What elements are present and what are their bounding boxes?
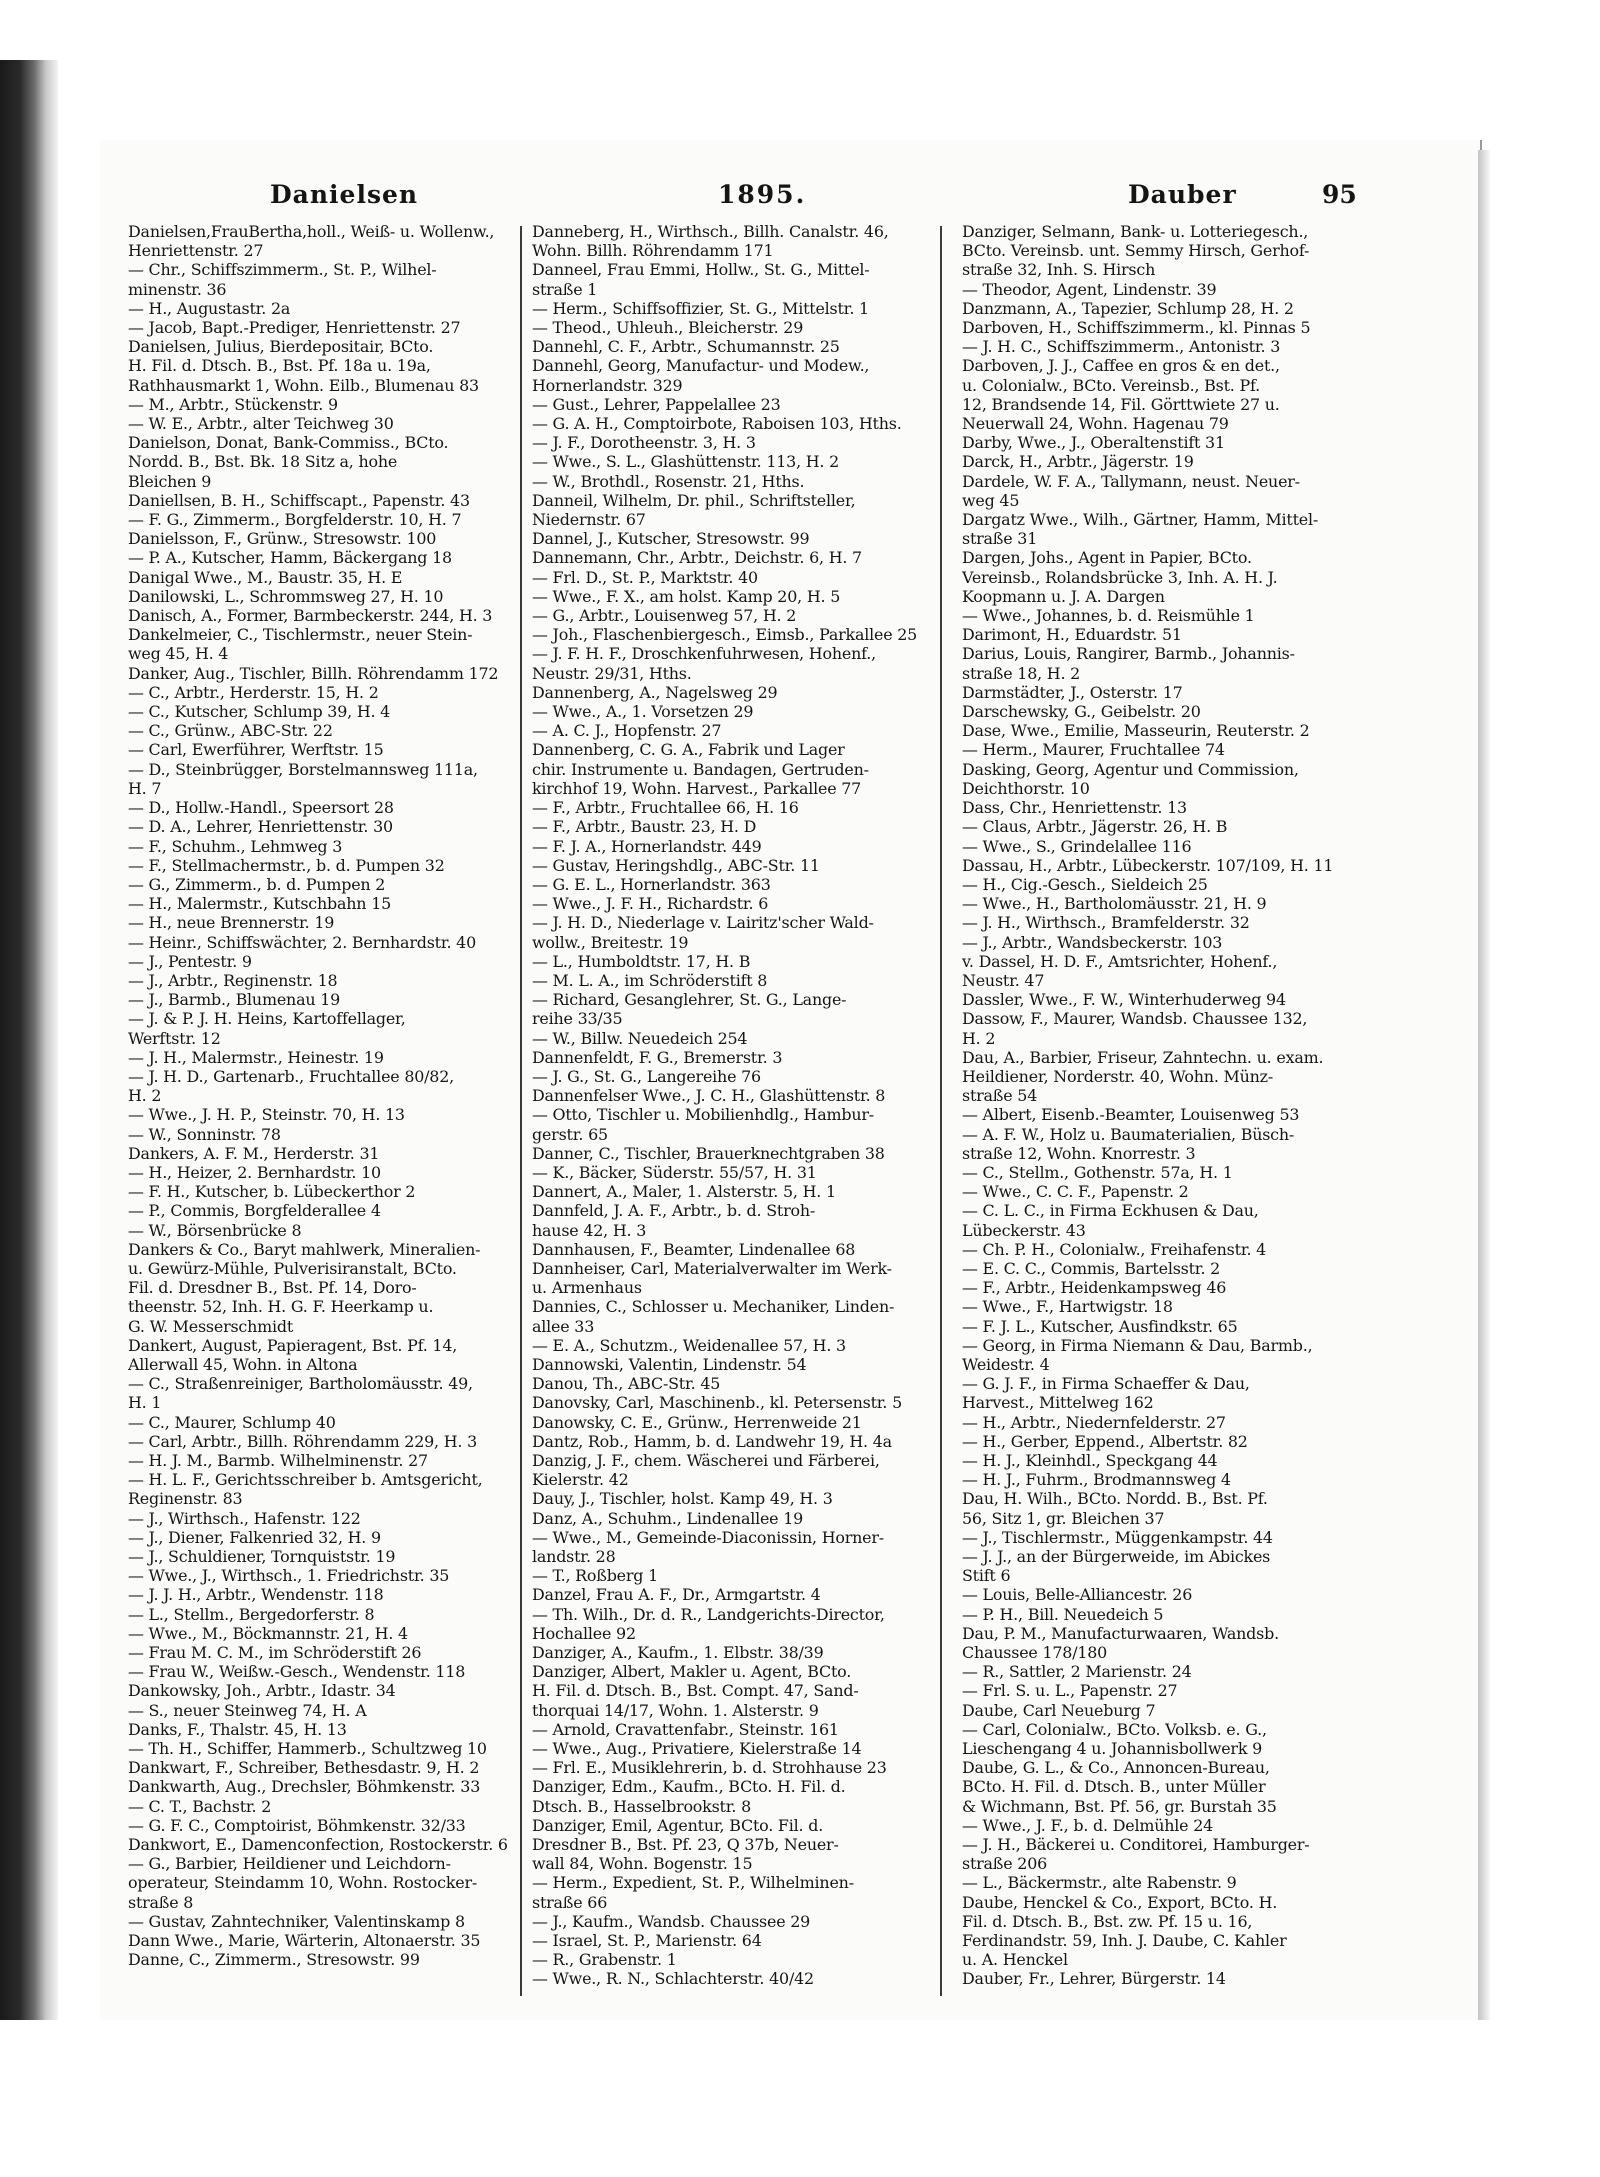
directory-entry-line: Dauber, Fr., Lehrer, Bürgerstr. 14: [962, 1969, 1226, 1989]
directory-entry-line: Dassau, H., Arbtr., Lübeckerstr. 107/109, H. 11: [962, 855, 1334, 875]
directory-entry-line: wollw., Breitestr. 19: [532, 932, 689, 952]
directory-entry-line: Darboven, J. J., Caffee en gros & en det.,: [962, 356, 1280, 376]
directory-entry-line: H. 2: [962, 1028, 996, 1048]
directory-entry-line: Allerwall 45, Wohn. in Altona: [128, 1354, 358, 1374]
directory-entry-line: Dannert, A., Maler, 1. Alsterstr. 5, H. 1: [532, 1182, 836, 1202]
directory-entry-line: — C. L. C., in Firma Eckhusen & Dau,: [962, 1201, 1259, 1221]
directory-entry-line: chir. Instrumente u. Bandagen, Gertruden-: [532, 759, 869, 779]
directory-entry-line: Danneil, Wilhelm, Dr. phil., Schriftsteller,: [532, 490, 856, 510]
directory-entry-line: Dau, P. M., Manufacturwaaren, Wandsb.: [962, 1623, 1279, 1643]
directory-entry-line: theenstr. 52, Inh. H. G. F. Heerkamp u.: [128, 1297, 434, 1317]
directory-entry-line: — H., neue Brennerstr. 19: [128, 913, 335, 933]
directory-entry-line: — J. J. H., Arbtr., Wendenstr. 118: [128, 1585, 384, 1605]
directory-entry-line: Dargatz Wwe., Wilh., Gärtner, Hamm, Mittel-: [962, 510, 1319, 530]
directory-entry-line: — Frl. D., St. P., Marktstr. 40: [532, 567, 758, 587]
directory-entry-line: — J. H., Malermstr., Heinestr. 19: [128, 1047, 384, 1067]
directory-entry-line: landstr. 28: [532, 1547, 616, 1567]
directory-entry-line: — Carl, Arbtr., Billh. Röhrendamm 229, H. 3: [128, 1431, 477, 1451]
book-binding: [0, 60, 58, 2020]
directory-entry-line: — E. A., Schutzm., Weidenallee 57, H. 3: [532, 1335, 846, 1355]
directory-entry-line: reihe 33/35: [532, 1009, 623, 1029]
directory-entry-line: Danner, C., Tischler, Brauerknechtgraben 38: [532, 1143, 885, 1163]
directory-entry-line: — K., Bäcker, Süderstr. 55/57, H. 31: [532, 1162, 817, 1182]
directory-entry-line: Neustr. 29/31, Hths.: [532, 663, 692, 683]
directory-entry-line: Hochallee 92: [532, 1623, 636, 1643]
directory-entry-line: — A. C. J., Hopfenstr. 27: [532, 721, 722, 741]
directory-entry-line: — Th. Wilh., Dr. d. R., Landgerichts-Director,: [532, 1604, 885, 1624]
directory-column-2: [532, 222, 926, 2007]
directory-entry-line: weg 45, H. 4: [128, 644, 229, 664]
directory-entry-line: — J., Kaufm., Wandsb. Chaussee 29: [532, 1911, 811, 1931]
header-year: 1895.: [718, 180, 807, 209]
directory-entry-line: Deichthorstr. 10: [962, 778, 1090, 798]
directory-entry-line: Dankers & Co., Baryt mahlwerk, Mineralien-: [128, 1239, 481, 1259]
directory-entry-line: — Chr., Schiffszimmerm., St. P., Wilhel-: [128, 260, 437, 280]
directory-entry-line: Danz, A., Schuhm., Lindenallee 19: [532, 1508, 804, 1528]
directory-entry-line: — R., Sattler, 2 Marienstr. 24: [962, 1662, 1192, 1682]
directory-entry-line: — J. H. C., Schiffszimmerm., Antonistr. 3: [962, 337, 1281, 357]
directory-entry-line: straße 32, Inh. S. Hirsch: [962, 260, 1156, 280]
directory-entry-line: Danziger, Albert, Makler u. Agent, BCto.: [532, 1662, 852, 1682]
directory-entry-line: Chaussee 178/180: [962, 1643, 1108, 1663]
directory-entry-line: Dannfeld, J. A. F., Arbtr., b. d. Stroh-: [532, 1201, 816, 1221]
directory-entry-line: Danziger, Emil, Agentur, BCto. Fil. d.: [532, 1815, 824, 1835]
page-number: 95: [1322, 180, 1357, 209]
directory-entry-line: — Herm., Expedient, St. P., Wilhelminen-: [532, 1873, 854, 1893]
directory-entry-line: operateur, Steindamm 10, Wohn. Rostocker-: [128, 1873, 478, 1893]
directory-entry-line: Dau, A., Barbier, Friseur, Zahntechn. u. exam.: [962, 1047, 1324, 1067]
directory-entry-line: Dankwort, E., Damenconfection, Rostockerstr. 6: [128, 1835, 508, 1855]
directory-entry-line: — Wwe., J., Wirthsch., 1. Friedrichstr. 35: [128, 1566, 450, 1586]
directory-entry-line: — H., Heizer, 2. Bernhardstr. 10: [128, 1162, 381, 1182]
directory-entry-line: Daube, Carl Neueburg 7: [962, 1700, 1156, 1720]
directory-entry-line: — H., Augustastr. 2a: [128, 298, 291, 318]
directory-entry-line: — H., Gerber, Eppend., Albertstr. 82: [962, 1431, 1248, 1451]
directory-entry-line: u. Gewürz-Mühle, Pulverisiranstalt, BCto.: [128, 1258, 457, 1278]
directory-entry-line: Daube, G. L., & Co., Annoncen-Bureau,: [962, 1758, 1270, 1778]
directory-entry-line: Danzig, J. F., chem. Wäscherei und Färberei,: [532, 1451, 880, 1470]
directory-entry-line: v. Dassel, H. D. F., Amtsrichter, Hohenf.,: [962, 951, 1278, 971]
directory-entry-line: — W., Sonninstr. 78: [128, 1124, 281, 1144]
directory-entry-line: straße 66: [532, 1892, 608, 1912]
directory-entry-line: — J., Arbtr., Reginenstr. 18: [128, 970, 338, 990]
directory-entry-line: — Frl. S. u. L., Papenstr. 27: [962, 1681, 1178, 1701]
directory-entry-line: Dannehl, Georg, Manufactur- und Modew.,: [532, 356, 870, 376]
directory-entry-line: — F., Arbtr., Baustr. 23, H. D: [532, 817, 757, 837]
directory-entry-line: — D. A., Lehrer, Henriettenstr. 30: [128, 817, 393, 837]
directory-entry-line: — Claus, Arbtr., Jägerstr. 26, H. B: [962, 817, 1228, 837]
directory-entry-line: Dannenfeldt, F. G., Bremerstr. 3: [532, 1047, 783, 1067]
directory-entry-line: Dardele, W. F. A., Tallymann, neust. Neuer-: [962, 471, 1300, 491]
directory-entry-line: Dankelmeier, C., Tischlermstr., neuer Stein-: [128, 625, 473, 645]
directory-entry-line: — S., neuer Steinweg 74, H. A: [128, 1700, 367, 1720]
directory-entry-line: Werftstr. 12: [128, 1028, 221, 1048]
directory-entry-line: Hornerlandstr. 329: [532, 375, 683, 395]
directory-entry-line: — J. H. D., Gartenarb., Fruchtallee 80/82,: [128, 1066, 454, 1086]
directory-entry-line: Dannowski, Valentin, Lindenstr. 54: [532, 1354, 807, 1374]
directory-entry-line: Danzel, Frau A. F., Dr., Armgartstr. 4: [532, 1585, 821, 1605]
directory-entry-line: weg 45: [962, 490, 1020, 510]
directory-entry-line: Henriettenstr. 27: [128, 241, 264, 261]
directory-entry-line: — L., Humboldtstr. 17, H. B: [532, 951, 751, 971]
directory-entry-line: — Otto, Tischler u. Mobilienhdlg., Hambur-: [532, 1105, 874, 1125]
directory-entry-line: — Wwe., F. X., am holst. Kamp 20, H. 5: [532, 586, 841, 606]
directory-entry-line: — Gustav, Zahntechniker, Valentinskamp 8: [128, 1911, 465, 1931]
directory-entry-line: — Albert, Eisenb.-Beamter, Louisenweg 53: [962, 1105, 1300, 1125]
directory-entry-line: Lieschengang 4 u. Johannisbollwerk 9: [962, 1739, 1263, 1759]
directory-entry-line: gerstr. 65: [532, 1124, 608, 1144]
directory-entry-line: H. 1: [128, 1393, 162, 1413]
directory-entry-line: Dresdner B., Bst. Pf. 23, Q 37b, Neuer-: [532, 1835, 839, 1855]
directory-entry-line: — H., Malermstr., Kutschbahn 15: [128, 894, 392, 914]
directory-entry-line: Danneberg, H., Wirthsch., Billh. Canalstr. 46,: [532, 222, 889, 241]
directory-entry-line: Stift 6: [962, 1566, 1011, 1586]
directory-entry-line: — Heinr., Schiffswächter, 2. Bernhardstr. 40: [128, 932, 477, 952]
directory-entry-line: — G. E. L., Hornerlandstr. 363: [532, 874, 771, 894]
directory-entry-line: — J., Tischlermstr., Müggenkampstr. 44: [962, 1527, 1273, 1547]
directory-entry-line: — F. J. A., Hornerlandstr. 449: [532, 836, 762, 856]
directory-entry-line: thorquai 14/17, Wohn. 1. Alsterstr. 9: [532, 1700, 819, 1720]
directory-entry-line: — Wwe., R. N., Schlachterstr. 40/42: [532, 1969, 814, 1989]
directory-entry-line: hause 42, H. 3: [532, 1220, 647, 1240]
directory-entry-line: — C., Stellm., Gothenstr. 57a, H. 1: [962, 1162, 1233, 1182]
directory-entry-line: Dankers, A. F. M., Herderstr. 31: [128, 1143, 380, 1163]
directory-entry-line: — Carl, Ewerführer, Werftstr. 15: [128, 740, 384, 760]
directory-entry-line: — Herm., Maurer, Fruchtallee 74: [962, 740, 1225, 760]
page-header: [128, 180, 1357, 224]
directory-entry-line: — G., Zimmerm., b. d. Pumpen 2: [128, 874, 386, 894]
directory-entry-line: Dtsch. B., Hasselbrookstr. 8: [532, 1796, 752, 1816]
directory-entry-line: — P. H., Bill. Neuedeich 5: [962, 1604, 1164, 1624]
directory-entry-line: — H., Arbtr., Niedernfelderstr. 27: [962, 1412, 1226, 1432]
directory-entry-line: — Ch. P. H., Colonialw., Freihafenstr. 4: [962, 1239, 1267, 1259]
directory-entry-line: — A. F. W., Holz u. Baumaterialien, Büsch-: [962, 1124, 1295, 1144]
directory-entry-line: — D., Hollw.-Handl., Speersort 28: [128, 798, 394, 818]
directory-entry-line: — J., Pentestr. 9: [128, 951, 252, 971]
directory-entry-line: Darboven, H., Schiffszimmerm., kl. Pinnas 5: [962, 318, 1311, 338]
directory-entry-line: — C., Straßenreiniger, Bartholomäusstr. 49,: [128, 1374, 473, 1394]
directory-entry-line: Dannehl, C. F., Arbtr., Schumannstr. 25: [532, 337, 840, 357]
directory-entry-line: Dankowsky, Joh., Arbtr., Idastr. 34: [128, 1681, 396, 1701]
directory-entry-line: — Arnold, Cravattenfabr., Steinstr. 161: [532, 1719, 839, 1739]
directory-entry-line: — P. A., Kutscher, Hamm, Bäckergang 18: [128, 548, 452, 568]
directory-entry-line: — F. G., Zimmerm., Borgfelderstr. 10, H. 7: [128, 510, 462, 530]
directory-entry-line: H. Fil. d. Dtsch. B., Bst. Compt. 47, Sand-: [532, 1681, 859, 1701]
directory-entry-line: — C., Grünw., ABC-Str. 22: [128, 721, 333, 741]
directory-entry-line: Weidestr. 4: [962, 1354, 1050, 1374]
directory-entry-line: — C. T., Bachstr. 2: [128, 1796, 272, 1816]
directory-entry-line: Dannemann, Chr., Arbtr., Deichstr. 6, H. 7: [532, 548, 862, 568]
directory-entry-line: Koopmann u. J. A. Dargen: [962, 586, 1165, 606]
directory-entry-line: — Louis, Belle-Alliancestr. 26: [962, 1585, 1193, 1605]
directory-entry-line: — Wwe., A., 1. Vorsetzen 29: [532, 702, 754, 722]
directory-entry-line: H. Fil. d. Dtsch. B., Bst. Pf. 18a u. 19a,: [128, 356, 431, 376]
directory-entry-line: Dankert, August, Papieragent, Bst. Pf. 14,: [128, 1335, 458, 1355]
directory-entry-line: Danks, F., Thalstr. 45, H. 13: [128, 1719, 347, 1739]
directory-entry-line: straße 206: [962, 1854, 1048, 1874]
page-edge: [1478, 150, 1490, 2020]
directory-entry-line: — Wwe., Aug., Privatiere, Kielerstraße 14: [532, 1739, 862, 1759]
directory-entry-line: H. 7: [128, 778, 162, 798]
directory-entry-line: Neustr. 47: [962, 970, 1045, 990]
directory-entry-line: Niedernstr. 67: [532, 510, 646, 530]
directory-entry-line: Nordd. B., Bst. Bk. 18 Sitz a, hohe: [128, 452, 398, 472]
directory-entry-line: Danziger, A., Kaufm., 1. Elbstr. 38/39: [532, 1643, 824, 1663]
directory-entry-line: — Wwe., M., Böckmannstr. 21, H. 4: [128, 1623, 408, 1643]
directory-entry-line: — H. J. M., Barmb. Wilhelminenstr. 27: [128, 1451, 428, 1470]
directory-entry-line: Dauy, J., Tischler, holst. Kamp 49, H. 3: [532, 1489, 833, 1509]
directory-entry-line: — H. L. F., Gerichtsschreiber b. Amtsgericht,: [128, 1470, 483, 1490]
directory-entry-line: — J., Wirthsch., Hafenstr. 122: [128, 1508, 361, 1528]
directory-entry-line: Danneel, Frau Emmi, Hollw., St. G., Mittel-: [532, 260, 870, 280]
header-left-catchword: Danielsen: [270, 180, 419, 209]
directory-entry-line: Dannel, J., Kutscher, Stresowstr. 99: [532, 529, 810, 549]
directory-entry-line: — W., Brothdl., Rosenstr. 21, Hths.: [532, 471, 805, 491]
directory-entry-line: — C., Kutscher, Schlump 39, H. 4: [128, 702, 391, 722]
directory-entry-line: kirchhof 19, Wohn. Harvest., Parkallee 77: [532, 778, 862, 798]
directory-entry-line: u. A. Henckel: [962, 1950, 1068, 1970]
directory-entry-line: straße 1: [532, 279, 598, 299]
directory-entry-line: — J. H., Bäckerei u. Conditorei, Hamburger-: [962, 1835, 1310, 1855]
directory-entry-line: Darmstädter, J., Osterstr. 17: [962, 682, 1183, 702]
directory-entry-line: straße 31: [962, 529, 1038, 549]
directory-entry-line: — J., Diener, Falkenried 32, H. 9: [128, 1527, 381, 1547]
directory-entry-line: — P., Commis, Borgfelderallee 4: [128, 1201, 381, 1221]
directory-entry-line: Danzmann, A., Tapezier, Schlump 28, H. 2: [962, 298, 1294, 318]
directory-entry-line: — J. J., an der Bürgerweide, im Abickes: [962, 1547, 1271, 1567]
directory-entry-line: Darius, Louis, Rangirer, Barmb., Johannis-: [962, 644, 1295, 664]
directory-entry-line: Dannies, C., Schlosser u. Mechaniker, Linden-: [532, 1297, 895, 1317]
directory-entry-line: Danziger, Edm., Kaufm., BCto. H. Fil. d.: [532, 1777, 846, 1797]
directory-entry-line: — Wwe., H., Bartholomäusstr. 21, H. 9: [962, 894, 1267, 914]
directory-entry-line: — Wwe., F., Hartwigstr. 18: [962, 1297, 1173, 1317]
directory-entry-line: — Wwe., M., Gemeinde-Diaconissin, Horner-: [532, 1527, 884, 1547]
directory-entry-line: — Frl. E., Musiklehrerin, b. d. Strohhause 23: [532, 1758, 887, 1778]
directory-entry-line: Heildiener, Norderstr. 40, Wohn. Münz-: [962, 1066, 1274, 1086]
directory-entry-line: G. W. Messerschmidt: [128, 1316, 294, 1336]
directory-entry-line: straße 12, Wohn. Knorrestr. 3: [962, 1143, 1196, 1163]
directory-entry-line: Dass, Chr., Henriettenstr. 13: [962, 798, 1187, 818]
directory-entry-line: — J., Barmb., Blumenau 19: [128, 990, 341, 1010]
directory-entry-line: — J. F. H. F., Droschkenfuhrwesen, Hohenf.,: [532, 644, 876, 664]
directory-entry-line: Dannheiser, Carl, Materialverwalter im Werk-: [532, 1258, 892, 1278]
directory-entry-line: — Herm., Schiffsoffizier, St. G., Mittelstr. 1: [532, 298, 869, 318]
directory-entry-line: Dannenberg, C. G. A., Fabrik und Lager: [532, 740, 845, 760]
directory-entry-line: straße 18, H. 2: [962, 663, 1081, 683]
directory-entry-line: Danou, Th., ABC-Str. 45: [532, 1374, 721, 1394]
directory-entry-line: u. Colonialw., BCto. Vereinsb., Bst. Pf.: [962, 375, 1260, 395]
directory-entry-line: — L., Bäckermstr., alte Rabenstr. 9: [962, 1873, 1237, 1893]
directory-entry-line: Danigal Wwe., M., Baustr. 35, H. E: [128, 567, 403, 587]
directory-entry-line: — Wwe., J. H. P., Steinstr. 70, H. 13: [128, 1105, 405, 1125]
directory-entry-line: Darschewsky, G., Geibelstr. 20: [962, 702, 1201, 722]
directory-entry-line: Danovsky, Carl, Maschinenb., kl. Petersenstr. 5: [532, 1393, 903, 1413]
directory-entry-line: — F., Schuhm., Lehmweg 3: [128, 836, 343, 856]
directory-entry-line: Vereinsb., Rolandsbrücke 3, Inh. A. H. J.: [962, 567, 1278, 587]
directory-entry-line: — Frau M. C. M., im Schröderstift 26: [128, 1643, 422, 1663]
directory-entry-line: — C., Maurer, Schlump 40: [128, 1412, 336, 1432]
directory-entry-line: Dasking, Georg, Agentur und Commission,: [962, 759, 1299, 779]
directory-entry-line: Dannenberg, A., Nagelsweg 29: [532, 682, 778, 702]
column-divider: [520, 226, 522, 1996]
directory-entry-line: — G., Arbtr., Louisenweg 57, H. 2: [532, 606, 797, 626]
directory-entry-line: — H. J., Fuhrm., Brodmannsweg 4: [962, 1470, 1231, 1490]
directory-entry-line: Dann Wwe., Marie, Wärterin, Altonaerstr. 35: [128, 1931, 481, 1951]
directory-entry-line: — D., Steinbrügger, Borstelmannsweg 111a,: [128, 759, 478, 779]
directory-entry-line: Danielsen,FrauBertha,holl., Weiß- u. Wollenw.,: [128, 222, 495, 241]
directory-entry-line: — L., Stellm., Bergedorferstr. 8: [128, 1604, 375, 1624]
directory-entry-line: — Wwe., J. F. H., Richardstr. 6: [532, 894, 769, 914]
column-divider: [940, 226, 942, 1996]
directory-entry-line: allee 33: [532, 1316, 595, 1336]
directory-entry-line: — H. J., Kleinhdl., Speckgang 44: [962, 1451, 1218, 1470]
directory-entry-line: — E. C. C., Commis, Bartelsstr. 2: [962, 1258, 1221, 1278]
directory-entry-line: — Wwe., C. C. F., Papenstr. 2: [962, 1182, 1189, 1202]
directory-entry-line: Dankwarth, Aug., Drechsler, Böhmkenstr. 33: [128, 1777, 481, 1797]
directory-entry-line: — J., Arbtr., Wandsbeckerstr. 103: [962, 932, 1223, 952]
directory-entry-line: — G., Barbier, Heildiener und Leichdorn-: [128, 1854, 451, 1874]
directory-entry-line: Danilowski, L., Schrommsweg 27, H. 10: [128, 586, 444, 606]
directory-entry-line: Danielsen, Julius, Bierdepositair, BCto.: [128, 337, 434, 357]
directory-entry-line: — Wwe., S., Grindelallee 116: [962, 836, 1192, 856]
directory-entry-line: Dase, Wwe., Emilie, Masseurin, Reuterstr. 2: [962, 721, 1310, 741]
header-right-catchword: Dauber: [1128, 180, 1237, 209]
directory-column-1: [128, 222, 512, 2007]
directory-entry-line: Dau, H. Wilh., BCto. Nordd. B., Bst. Pf.: [962, 1489, 1268, 1509]
directory-entry-line: — T., Roßberg 1: [532, 1566, 659, 1586]
directory-entry-line: — Theod., Uhleuh., Bleicherstr. 29: [532, 318, 804, 338]
directory-entry-line: wall 84, Wohn. Bogenstr. 15: [532, 1854, 753, 1874]
directory-entry-line: — G. A. H., Comptoirbote, Raboisen 103, Hths.: [532, 414, 902, 434]
directory-entry-line: minenstr. 36: [128, 279, 227, 299]
directory-entry-line: Darimont, H., Eduardstr. 51: [962, 625, 1182, 645]
directory-entry-line: Dassler, Wwe., F. W., Winterhuderweg 94: [962, 990, 1286, 1010]
directory-entry-line: — C., Arbtr., Herderstr. 15, H. 2: [128, 682, 379, 702]
directory-entry-line: — Joh., Flaschenbiergesch., Eimsb., Parkallee 25: [532, 625, 918, 645]
directory-entry-line: Danielson, Donat, Bank-Commiss., BCto.: [128, 433, 449, 453]
directory-entry-line: u. Armenhaus: [532, 1278, 642, 1298]
directory-entry-line: — J. H. D., Niederlage v. Lairitz'scher Wald-: [532, 913, 874, 933]
directory-entry-line: — J. F., Dorotheenstr. 3, H. 3: [532, 433, 756, 453]
directory-entry-line: Fil. d. Dresdner B., Bst. Pf. 14, Doro-: [128, 1278, 417, 1298]
directory-entry-line: — Frau W., Weißw.-Gesch., Wendenstr. 118: [128, 1662, 466, 1682]
directory-entry-line: — F., Stellmachermstr., b. d. Pumpen 32: [128, 855, 445, 875]
directory-entry-line: — F., Arbtr., Heidenkampsweg 46: [962, 1278, 1227, 1298]
directory-entry-line: BCto. H. Fil. d. Dtsch. B., unter Müller: [962, 1777, 1266, 1797]
directory-entry-line: Wohn. Billh. Röhrendamm 171: [532, 241, 774, 261]
directory-entry-line: & Wichmann, Bst. Pf. 56, gr. Burstah 35: [962, 1796, 1277, 1816]
directory-entry-line: — G. J. F., in Firma Schaeffer & Dau,: [962, 1374, 1250, 1394]
directory-entry-line: Dannhausen, F., Beamter, Lindenallee 68: [532, 1239, 856, 1259]
directory-entry-line: Fil. d. Dtsch. B., Bst. zw. Pf. 15 u. 16,: [962, 1911, 1253, 1931]
directory-entry-line: — W., Billw. Neuedeich 254: [532, 1028, 748, 1048]
directory-entry-line: BCto. Vereinsb. unt. Semmy Hirsch, Gerhof-: [962, 241, 1310, 261]
directory-entry-line: — Gustav, Heringshdlg., ABC-Str. 11: [532, 855, 820, 875]
directory-entry-line: Reginenstr. 83: [128, 1489, 243, 1509]
directory-entry-line: straße 54: [962, 1086, 1038, 1106]
directory-entry-line: — Jacob, Bapt.-Prediger, Henriettenstr. 27: [128, 318, 461, 338]
directory-entry-line: Dargen, Johs., Agent in Papier, BCto.: [962, 548, 1252, 568]
directory-entry-line: — F., Arbtr., Fruchtallee 66, H. 16: [532, 798, 799, 818]
directory-entry-line: 12, Brandsende 14, Fil. Görttwiete 27 u.: [962, 394, 1280, 414]
directory-entry-line: — F. J. L., Kutscher, Ausfindkstr. 65: [962, 1316, 1238, 1336]
directory-entry-line: — F. H., Kutscher, b. Lübeckerthor 2: [128, 1182, 416, 1202]
directory-entry-line: Dannenfelser Wwe., J. C. H., Glashüttenstr. 8: [532, 1086, 886, 1106]
directory-entry-line: — Wwe., S. L., Glashüttenstr. 113, H. 2: [532, 452, 840, 472]
directory-entry-line: — W., Börsenbrücke 8: [128, 1220, 302, 1240]
directory-entry-line: — J., Schuldiener, Tornquiststr. 19: [128, 1547, 396, 1567]
directory-entry-line: — W. E., Arbtr., alter Teichweg 30: [128, 414, 394, 434]
directory-entry-line: — Israel, St. P., Marienstr. 64: [532, 1931, 762, 1951]
directory-entry-line: — Wwe., J. F., b. d. Delmühle 24: [962, 1815, 1214, 1835]
directory-entry-line: Danisch, A., Former, Barmbeckerstr. 244, H. 3: [128, 606, 493, 626]
directory-entry-line: Harvest., Mittelweg 162: [962, 1393, 1154, 1413]
directory-entry-line: Dankwart, F., Schreiber, Bethesdastr. 9, H. 2: [128, 1758, 480, 1778]
directory-entry-line: Danielsson, F., Grünw., Stresowstr. 100: [128, 529, 437, 549]
directory-entry-line: — Richard, Gesanglehrer, St. G., Lange-: [532, 990, 847, 1010]
directory-entry-line: Danziger, Selmann, Bank- u. Lotteriegesch.,: [962, 222, 1309, 241]
directory-entry-line: — G. F. C., Comptoirist, Böhmkenstr. 32/33: [128, 1815, 466, 1835]
directory-entry-line: — Georg, in Firma Niemann & Dau, Barmb.,: [962, 1335, 1313, 1355]
directory-entry-line: Bleichen 9: [128, 471, 212, 491]
directory-entry-line: Danne, C., Zimmerm., Stresowstr. 99: [128, 1950, 420, 1970]
directory-entry-line: — J. G., St. G., Langereihe 76: [532, 1066, 761, 1086]
directory-entry-line: — R., Grabenstr. 1: [532, 1950, 677, 1970]
directory-entry-line: — Wwe., Johannes, b. d. Reismühle 1: [962, 606, 1255, 626]
directory-entry-line: — J. & P. J. H. Heins, Kartoffellager,: [128, 1009, 406, 1029]
directory-entry-line: Rathhausmarkt 1, Wohn. Eilb., Blumenau 83: [128, 375, 479, 395]
directory-entry-line: Neuerwall 24, Wohn. Hagenau 79: [962, 414, 1229, 434]
directory-entry-line: — Th. H., Schiffer, Hammerb., Schultzweg 10: [128, 1739, 487, 1759]
directory-entry-line: Dassow, F., Maurer, Wandsb. Chaussee 132,: [962, 1009, 1308, 1029]
directory-entry-line: — H., Cig.-Gesch., Sieldeich 25: [962, 874, 1208, 894]
directory-entry-line: Ferdinandstr. 59, Inh. J. Daube, C. Kahler: [962, 1931, 1287, 1951]
directory-entry-line: — M. L. A., im Schröderstift 8: [532, 970, 768, 990]
directory-entry-line: Kielerstr. 42: [532, 1470, 629, 1490]
directory-entry-line: straße 8: [128, 1892, 194, 1912]
directory-entry-line: Lübeckerstr. 43: [962, 1220, 1086, 1240]
directory-entry-line: — Theodor, Agent, Lindenstr. 39: [962, 279, 1217, 299]
directory-entry-line: H. 2: [128, 1086, 162, 1106]
directory-column-3: [962, 222, 1344, 2007]
directory-entry-line: — Carl, Colonialw., BCto. Volksb. e. G.,: [962, 1719, 1267, 1739]
directory-entry-line: Darby, Wwe., J., Oberaltenstift 31: [962, 433, 1225, 453]
directory-entry-line: Darck, H., Arbtr., Jägerstr. 19: [962, 452, 1194, 472]
directory-entry-line: Daniellsen, B. H., Schiffscapt., Papenstr. 43: [128, 490, 470, 510]
directory-entry-line: — Gust., Lehrer, Pappelallee 23: [532, 394, 781, 414]
directory-entry-line: — J. H., Wirthsch., Bramfelderstr. 32: [962, 913, 1250, 933]
directory-entry-line: 56, Sitz 1, gr. Bleichen 37: [962, 1508, 1165, 1528]
directory-entry-line: — M., Arbtr., Stückenstr. 9: [128, 394, 338, 414]
directory-entry-line: Danowsky, C. E., Grünw., Herrenweide 21: [532, 1412, 862, 1432]
directory-entry-line: Dantz, Rob., Hamm, b. d. Landwehr 19, H. 4a: [532, 1431, 892, 1451]
directory-entry-line: Danker, Aug., Tischler, Billh. Röhrendamm 172: [128, 663, 499, 683]
directory-entry-line: Daube, Henckel & Co., Export, BCto. H.: [962, 1892, 1278, 1912]
